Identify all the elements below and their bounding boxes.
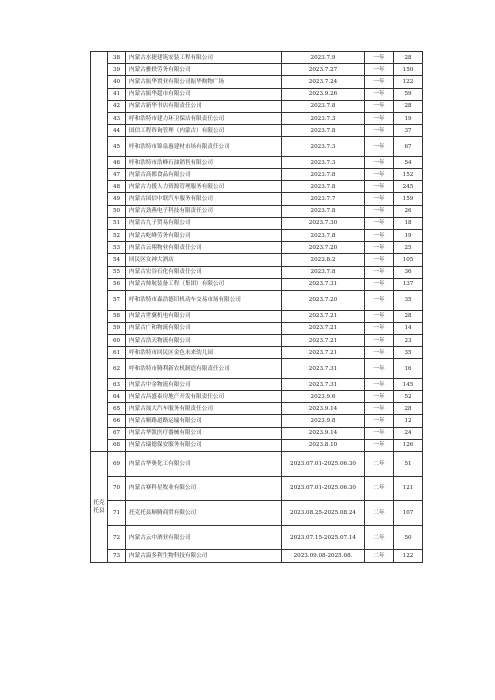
- contract-date: 2023.7.3: [282, 112, 365, 124]
- contract-date: 2023.8.2: [282, 254, 365, 266]
- company-name: 内蒙古浩天物流有限公司: [126, 334, 282, 346]
- employee-count: 28: [394, 52, 423, 64]
- company-name: 呼和浩特市森浩德旧机动车交易市场有限公司: [126, 290, 282, 310]
- row-number: 46: [108, 156, 126, 168]
- contract-term: 一年: [365, 230, 394, 242]
- contract-date: 2023.7.9: [282, 52, 365, 64]
- company-name: 内蒙古高都食品有限公司: [126, 169, 282, 181]
- contract-term: 一年: [365, 52, 394, 64]
- contract-date: 2023.07.15-2025.07.14: [282, 525, 365, 550]
- row-number: 60: [108, 334, 126, 346]
- table-row: [91, 415, 423, 427]
- contract-term: 一年: [365, 181, 394, 193]
- contract-date: 2023.7.7: [282, 193, 365, 205]
- employee-count: 25: [394, 242, 423, 254]
- company-name: 内蒙古水捷建筑安装工程有限公司: [126, 52, 282, 64]
- enterprise-table: [90, 51, 423, 563]
- employee-count: 126: [394, 439, 423, 451]
- contract-term: 一年: [365, 439, 394, 451]
- employee-count: 52: [394, 391, 423, 403]
- row-number: 69: [108, 452, 126, 477]
- employee-count: 107: [394, 501, 423, 526]
- company-name: 内蒙古力援人力资源管理服务有限公司: [126, 181, 282, 193]
- table-row: [91, 181, 423, 193]
- employee-count: 28: [394, 100, 423, 112]
- contract-term: 二年: [365, 452, 394, 477]
- table-row: [91, 525, 423, 550]
- company-name: 内蒙古中金物流有限公司: [126, 378, 282, 390]
- employee-count: 19: [394, 230, 423, 242]
- employee-count: 35: [394, 347, 423, 359]
- contract-date: 2023.7.20: [282, 242, 365, 254]
- row-number: 43: [108, 112, 126, 124]
- row-number: 51: [108, 217, 126, 229]
- contract-date: 2023.7.31: [282, 378, 365, 390]
- row-number: 57: [108, 290, 126, 310]
- employee-count: 26: [394, 205, 423, 217]
- row-number: 64: [108, 391, 126, 403]
- contract-term: 二年: [365, 550, 394, 562]
- table-row: [91, 230, 423, 242]
- table-row: [91, 391, 423, 403]
- row-number: 68: [108, 439, 126, 451]
- contract-term: 一年: [365, 278, 394, 290]
- row-number: 58: [108, 310, 126, 322]
- row-number: 59: [108, 322, 126, 334]
- row-number: 40: [108, 76, 126, 88]
- document-page: [90, 51, 423, 563]
- contract-date: 2023.7.31: [282, 359, 365, 379]
- row-number: 42: [108, 100, 126, 112]
- contract-date: 2023.7.8: [282, 205, 365, 217]
- company-name: 呼和浩特市回民区金色未来幼儿园: [126, 347, 282, 359]
- table-row: [91, 137, 423, 157]
- row-number: 66: [108, 415, 126, 427]
- table-row: [91, 88, 423, 100]
- contract-term: 一年: [365, 254, 394, 266]
- contract-date: 2023.7.31: [282, 278, 365, 290]
- employee-count: 14: [394, 322, 423, 334]
- row-number: 61: [108, 347, 126, 359]
- contract-date: 2023.07.01-2025.06.30: [282, 452, 365, 477]
- contract-term: 一年: [365, 205, 394, 217]
- company-name: 内蒙古振华超市有限公司: [126, 88, 282, 100]
- row-number: 48: [108, 181, 126, 193]
- contract-term: 一年: [365, 347, 394, 359]
- contract-date: 2023.7.8: [282, 125, 365, 137]
- contract-term: 一年: [365, 359, 394, 379]
- contract-term: 一年: [365, 391, 394, 403]
- table-row: [91, 403, 423, 415]
- employee-count: 152: [394, 169, 423, 181]
- contract-date: 2023.7.30: [282, 217, 365, 229]
- employee-count: 59: [394, 88, 423, 100]
- company-name: 内蒙古雅轶劳务有限公司: [126, 64, 282, 76]
- company-name: 呼和浩特市浩峰石油销售有限公司: [126, 156, 282, 168]
- company-name: 内蒙古华凯医疗器械有限公司: [126, 427, 282, 439]
- contract-date: 2023.7.3: [282, 137, 365, 157]
- employee-count: 67: [394, 137, 423, 157]
- contract-term: 一年: [365, 217, 394, 229]
- contract-term: 一年: [365, 415, 394, 427]
- contract-term: 一年: [365, 169, 394, 181]
- contract-date: 2023.9.6: [282, 391, 365, 403]
- row-number: 39: [108, 64, 126, 76]
- contract-date: 2023.9.14: [282, 403, 365, 415]
- company-name: 内蒙古屹峰劳务有限公司: [126, 230, 282, 242]
- employee-count: 122: [394, 76, 423, 88]
- contract-date: 2023.07.01-2025.06.30: [282, 476, 365, 501]
- employee-count: 37: [394, 125, 423, 137]
- table-row: [91, 322, 423, 334]
- company-name: 内蒙古宏谷石化有限责任公司: [126, 266, 282, 278]
- contract-date: 2023.7.8: [282, 230, 365, 242]
- contract-date: 2023.9.14: [282, 427, 365, 439]
- row-number: 71: [108, 501, 126, 526]
- contract-date: 2023.7.8: [282, 100, 365, 112]
- employee-count: 121: [394, 476, 423, 501]
- contract-date: 2023.7.8: [282, 266, 365, 278]
- table-row: [91, 290, 423, 310]
- table-body: [91, 52, 423, 563]
- employee-count: 245: [394, 181, 423, 193]
- table-row: [91, 193, 423, 205]
- contract-term: 一年: [365, 403, 394, 415]
- table-row: [91, 169, 423, 181]
- employee-count: 137: [394, 278, 423, 290]
- company-name: 内蒙古世翼机电有限公司: [126, 310, 282, 322]
- row-number: 72: [108, 525, 126, 550]
- employee-count: 18: [394, 217, 423, 229]
- contract-date: 2023.7.3: [282, 156, 365, 168]
- table-row: [91, 242, 423, 254]
- contract-date: 2023.7.21: [282, 310, 365, 322]
- table-row: [91, 476, 423, 501]
- contract-term: 一年: [365, 242, 394, 254]
- table-row: [91, 100, 423, 112]
- company-name: 呼和浩特市建力环卫保洁有限责任公司: [126, 112, 282, 124]
- employee-count: 54: [394, 156, 423, 168]
- company-name: 内蒙古国信中联汽车服务有限公司: [126, 193, 282, 205]
- row-number: 63: [108, 378, 126, 390]
- contract-term: 一年: [365, 137, 394, 157]
- contract-date: 2023.9.26: [282, 88, 365, 100]
- company-name: 内蒙古劲燕电子科技有限责任公司: [126, 205, 282, 217]
- employee-count: 16: [394, 359, 423, 379]
- contract-date: 2023.09.08-2025.08.: [282, 550, 365, 562]
- contract-date: 2023.7.24: [282, 76, 365, 88]
- contract-date: 2023.7.21: [282, 322, 365, 334]
- employee-count: 51: [394, 452, 423, 477]
- row-number: 54: [108, 254, 126, 266]
- region-cell-blank: [91, 52, 108, 452]
- table-row: [91, 439, 423, 451]
- table-row: [91, 550, 423, 562]
- table-row: [91, 501, 423, 526]
- row-number: 55: [108, 266, 126, 278]
- company-name: 托克托县顺腾商贸有限公司: [126, 501, 282, 526]
- company-name: 内蒙古顺路道路运输有限公司: [126, 415, 282, 427]
- company-name: 内蒙古云翔物业有限责任公司: [126, 242, 282, 254]
- row-number: 70: [108, 476, 126, 501]
- company-name: 呼和浩特市腾利新农机制造有限责任公司: [126, 359, 282, 379]
- contract-date: 2023.7.21: [282, 347, 365, 359]
- company-name: 内蒙古九子贸易有限公司: [126, 217, 282, 229]
- table-row: [91, 52, 423, 64]
- table-row: [91, 156, 423, 168]
- contract-term: 一年: [365, 322, 394, 334]
- company-name: 内蒙古帅航装备工程（集团）有限公司: [126, 278, 282, 290]
- employee-count: 19: [394, 112, 423, 124]
- company-name: 国信工程咨询管理（内蒙古）有限公司: [126, 125, 282, 137]
- contract-term: 一年: [365, 100, 394, 112]
- contract-date: 2023.7.20: [282, 290, 365, 310]
- contract-term: 一年: [365, 64, 394, 76]
- company-name: 内蒙古新华书店有限责任公司: [126, 100, 282, 112]
- table-row: [91, 254, 423, 266]
- table-row: [91, 64, 423, 76]
- contract-term: 一年: [365, 378, 394, 390]
- table-row: [91, 217, 423, 229]
- employee-count: 35: [394, 290, 423, 310]
- table-row: [91, 278, 423, 290]
- table-row: [91, 112, 423, 124]
- contract-term: 一年: [365, 156, 394, 168]
- employee-count: 50: [394, 525, 423, 550]
- employee-count: 12: [394, 415, 423, 427]
- company-name: 内蒙古昌盛泰房地产开发有限责任公司: [126, 391, 282, 403]
- contract-term: 二年: [365, 476, 394, 501]
- table-row: [91, 334, 423, 346]
- employee-count: 122: [394, 550, 423, 562]
- row-number: 56: [108, 278, 126, 290]
- contract-term: 一年: [365, 310, 394, 322]
- row-number: 50: [108, 205, 126, 217]
- employee-count: 28: [394, 403, 423, 415]
- company-name: 内蒙古云中酒业有限公司: [126, 525, 282, 550]
- contract-date: 2023.9.8: [282, 415, 365, 427]
- contract-term: 一年: [365, 76, 394, 88]
- row-number: 41: [108, 88, 126, 100]
- table-row: [91, 310, 423, 322]
- contract-term: 一年: [365, 427, 394, 439]
- row-number: 44: [108, 125, 126, 137]
- row-number: 67: [108, 427, 126, 439]
- contract-date: 2023.7.21: [282, 334, 365, 346]
- row-number: 53: [108, 242, 126, 254]
- table-row: [91, 76, 423, 88]
- company-name: 内蒙古晟大汽车服务有限责任公司: [126, 403, 282, 415]
- employee-count: 36: [394, 266, 423, 278]
- contract-date: 2023.7.27: [282, 64, 365, 76]
- table-row: [91, 427, 423, 439]
- contract-date: 2023.8.10: [282, 439, 365, 451]
- company-name: 内蒙古华奥化工有限公司: [126, 452, 282, 477]
- company-name: 回民区女神大酒店: [126, 254, 282, 266]
- contract-term: 二年: [365, 501, 394, 526]
- contract-date: 2023.7.8: [282, 169, 365, 181]
- employee-count: 105: [394, 254, 423, 266]
- company-name: 内蒙古振华置业有限公司振华购物广场: [126, 76, 282, 88]
- table-row: [91, 347, 423, 359]
- contract-date: 2023.7.8: [282, 181, 365, 193]
- contract-term: 一年: [365, 334, 394, 346]
- company-name: 内蒙古赛科星牧业有限公司: [126, 476, 282, 501]
- contract-term: 一年: [365, 290, 394, 310]
- employee-count: 159: [394, 193, 423, 205]
- employee-count: 23: [394, 334, 423, 346]
- company-name: 呼和浩特市锦泉惠建材市场有限责任公司: [126, 137, 282, 157]
- employee-count: 145: [394, 378, 423, 390]
- table-row: [91, 452, 423, 477]
- region-cell: 托克托县: [91, 452, 108, 563]
- row-number: 73: [108, 550, 126, 562]
- table-row: [91, 205, 423, 217]
- row-number: 49: [108, 193, 126, 205]
- contract-term: 一年: [365, 125, 394, 137]
- company-name: 内蒙古溢多利生物科技有限公司: [126, 550, 282, 562]
- row-number: 45: [108, 137, 126, 157]
- table-row: [91, 125, 423, 137]
- row-number: 38: [108, 52, 126, 64]
- employee-count: 24: [394, 427, 423, 439]
- row-number: 62: [108, 359, 126, 379]
- table-row: [91, 359, 423, 379]
- row-number: 47: [108, 169, 126, 181]
- employee-count: 28: [394, 310, 423, 322]
- employee-count: 150: [394, 64, 423, 76]
- contract-date: 2023.08.25-2025.08.24: [282, 501, 365, 526]
- row-number: 52: [108, 230, 126, 242]
- contract-term: 一年: [365, 112, 394, 124]
- contract-term: 二年: [365, 525, 394, 550]
- contract-term: 一年: [365, 266, 394, 278]
- contract-term: 一年: [365, 88, 394, 100]
- contract-term: 一年: [365, 193, 394, 205]
- table-row: [91, 378, 423, 390]
- table-row: [91, 266, 423, 278]
- company-name: 内蒙古广和物流有限公司: [126, 322, 282, 334]
- company-name: 内蒙古瑞德保安服务有限公司: [126, 439, 282, 451]
- row-number: 65: [108, 403, 126, 415]
